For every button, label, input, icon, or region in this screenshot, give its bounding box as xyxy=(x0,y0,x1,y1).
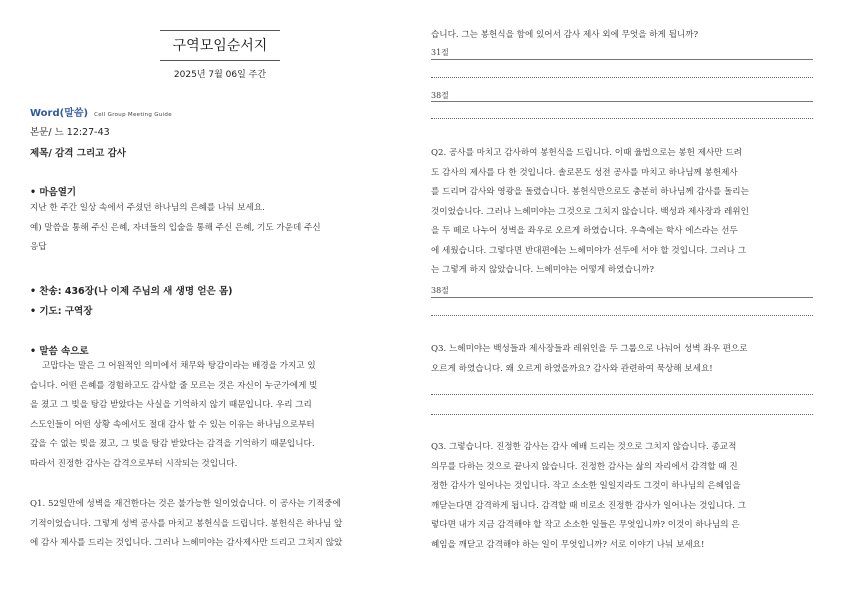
left-content xyxy=(30,0,410,595)
q3a-text xyxy=(431,340,813,379)
right-column xyxy=(431,0,813,595)
q2-line: 을 두 떼로 나누어 성벽을 좌우로 오르게 하였습니다. 우측에는 학사 에스라는 선두 xyxy=(431,226,738,236)
date-line: 2025년 7월 06일 주간 xyxy=(173,70,267,80)
q1-ref-31: 31절 xyxy=(431,48,449,57)
answer-line xyxy=(431,58,813,60)
q1-line: Q1. 52일만에 성벽을 재건한다는 것은 불가능한 일이었습니다. 이 공사는 기적중에 xyxy=(30,499,341,509)
prayer-line: • 기도: 구역장 xyxy=(30,306,93,317)
word-heading xyxy=(30,104,172,119)
subject-line: 제목/ 감격 그리고 감사 xyxy=(30,148,126,159)
opening-line: 예) 말씀을 통해 주신 은혜, 자녀들의 입술을 통해 주신 은혜, 기도 가운데 주신 xyxy=(30,222,321,233)
into-word-text xyxy=(30,357,410,474)
q3b-text xyxy=(431,438,813,555)
answer-dotted-line xyxy=(431,315,813,316)
q3b-line: 혜임을 깨닫고 감격해야 하는 일이 무엇입니까? 서로 이야기 나눠 보세요! xyxy=(431,539,705,550)
q2-line: 것이었습니다. 그러나 느헤미야는 그것으로 그치지 않습니다. 백성과 제사장과 레위인 xyxy=(431,206,749,217)
word-subtitle: Cell Group Meeting Guide xyxy=(94,112,172,118)
answer-line xyxy=(431,100,813,102)
into-word-line: 갚을 수 없는 빚을 졌고, 그 빚을 탕감 받았다는 감격을 기억하기 때문입니다. xyxy=(30,439,315,449)
q2-line: 도 감사의 제사를 다 한 것입니다. 솔로몬도 성전 공사를 마치고 하나님께 봉헌제사 xyxy=(431,167,738,178)
q3b-line: 의무를 다하는 것으로 끝나지 않습니다. 진정한 감사는 삶의 자리에서 감격할 때 진 xyxy=(431,461,738,472)
q2-line: 는 그렇게 하지 않았습니다. 느헤미야는 어떻게 하였습니까? xyxy=(431,265,654,275)
hymn-line: • 찬송: 436장(나 이제 주님의 새 생명 얻은 몸) xyxy=(30,286,233,297)
answer-line xyxy=(431,296,813,298)
q2-ref-38: 38절 xyxy=(431,286,449,295)
opening-line: 응답 xyxy=(30,242,47,252)
q3a-line: Q3. 느헤미야는 백성들과 제사장들과 레위인을 두 그룹으로 나눠어 성벽 좌우 편으로 xyxy=(431,344,748,354)
opening-title: • 마음열기 xyxy=(30,187,77,198)
q3b-line: 렇다면 내가 지금 감격해야 할 작고 소소한 일들은 무엇입니까? 이것이 하나님의 은 xyxy=(431,520,740,530)
into-word-line: 따라서 진정한 감사는 감격으로부터 시작되는 것입니다. xyxy=(30,458,238,469)
into-word-title: • 말씀 속으로 xyxy=(30,346,89,357)
into-word-line: 스도인들이 어떤 상황 속에서도 절대 감사 할 수 있는 이유는 하나님으로부터 xyxy=(30,419,315,430)
q3b-line: 깨닫는다면 감격하게 됩니다. 감격할 때 비로소 진정한 감사가 일어나는 것입니다. 그 xyxy=(431,500,747,511)
q2-line: 에 세웠습니다. 그렇다면 반대편에는 느헤미야가 선두에 서야 할 것입니다. 그러나 그 xyxy=(431,245,747,256)
word-label: Word(말씀) xyxy=(30,108,89,119)
into-word-line: 고맙다는 말은 그 어원적인 의미에서 채무와 탕감이라는 배경을 가지고 있 xyxy=(42,361,316,371)
q2-line: Q2. 공사를 마치고 감사하여 봉헌식을 드립니다. 이때 율법으로는 봉헌 제사만 드려 xyxy=(431,148,742,158)
opening-text xyxy=(30,199,410,258)
passage-line: 본문/ 느 12:27-43 xyxy=(30,127,110,138)
answer-dotted-line xyxy=(431,414,813,415)
opening-line: 지난 한 주간 일상 속에서 주셨던 하나님의 은혜를 나눠 보세요. xyxy=(30,203,265,213)
answer-dotted-line xyxy=(431,118,813,119)
answer-dotted-line xyxy=(431,77,813,78)
q1-line: 에 감사 제사를 드리는 것입니다. 그러나 느헤미야는 감사제사만 드리고 그치지 않았 xyxy=(30,538,343,548)
q1-text xyxy=(30,495,410,554)
q3a-line: 오르게 하였습니다. 왜 오르게 하였을까요? 감사와 관련하여 묵상해 보세요! xyxy=(431,363,713,374)
q3b-line: 정한 감사가 일어나는 것입니다. 작고 소소한 일일지라도 그것이 하나님의 은혜임을 xyxy=(431,481,741,491)
into-word-line: 을 졌고 그 빚을 탕감 받았다는 사실을 기억하지 않기 때문입니다. 우리 그리 xyxy=(30,400,312,410)
q2-text xyxy=(431,144,813,281)
q1-ref-38: 38절 xyxy=(431,91,449,100)
q1-continued: 습니다. 그는 봉헌식을 함에 있어서 감사 제사 외에 무엇을 하게 됩니까? xyxy=(431,30,699,40)
q2-line: 를 드리며 감사와 영광을 돌렸습니다. 봉헌식만으로도 충분히 하나님께 감사를 돌리는 xyxy=(431,187,749,197)
answer-dotted-line xyxy=(431,394,813,395)
page-title: 구역모임순서지 xyxy=(172,38,268,54)
q3b-line: Q3. 그렇습니다. 진정한 감사는 감사 예배 드리는 것으로 그치지 않습니다. 종교적 xyxy=(431,442,737,452)
q1-line: 기적이었습니다. 그렇게 성벽 공사를 마치고 봉헌식을 드립니다. 봉헌식은 하나님 앞 xyxy=(30,518,343,529)
into-word-line: 습니다. 어떤 은혜를 경험하고도 감사할 줄 모르는 것은 자신이 누군가에게 빚 xyxy=(30,380,318,391)
